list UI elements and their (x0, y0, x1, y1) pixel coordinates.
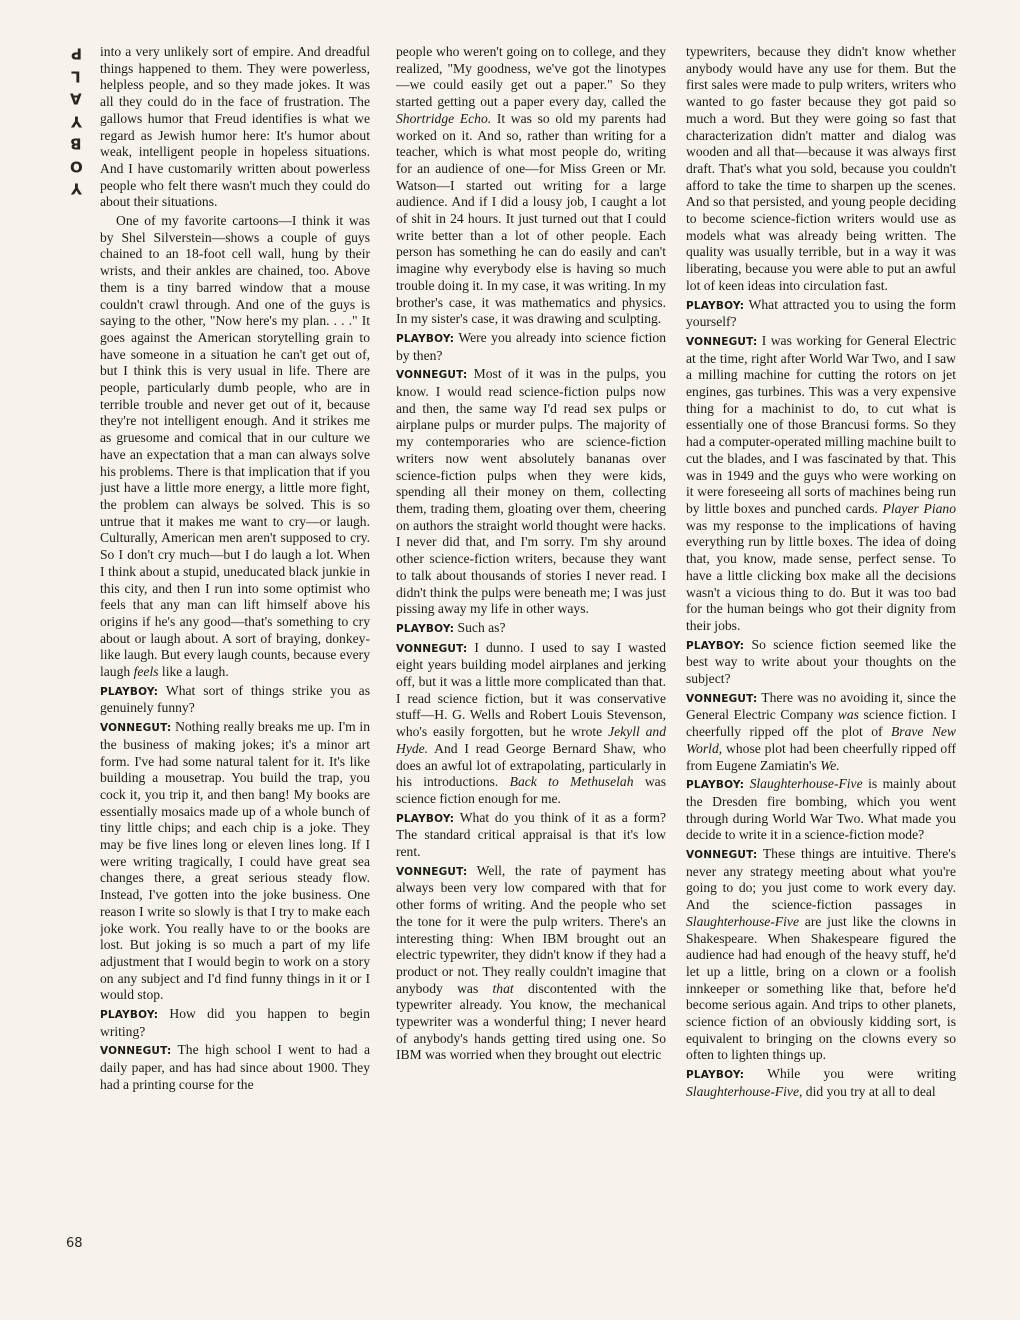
playboy-masthead (62, 42, 90, 200)
paragraph-text: are just like the clowns in Shakespeare. When Shakespeare figured the audience had had enough of the heavy stuff, he'd let up a little, bring on a clown or a foolish innkeeper or something like that, before he'd become serious again. And trips to other planets, science fiction of an obviously kidding sort, is equivalent to bringing on the clowns every so often to lighten things up. (686, 913, 956, 1063)
paragraph (396, 330, 666, 364)
paragraph (686, 333, 956, 635)
italic-title: Back to Methuselah (509, 774, 634, 790)
paragraph (396, 640, 666, 808)
masthead-letter: A (70, 89, 82, 108)
paragraph-text: was my response to the implications of having everything run by little boxes. The idea of doing that, you know, made sense, perfect sense. To have a little clicking box make all the decisions wasn't a vicious thing to do. But it was too bad for the human beings who got their dignity from their jobs. (686, 517, 956, 633)
paragraph (686, 776, 956, 844)
paragraph-text: There was no avoiding it, since the General Electric Company (686, 689, 956, 723)
speaker-label: VONNEGUT: (100, 1045, 172, 1058)
masthead-letter: O (69, 157, 83, 175)
masthead-letter: Y (70, 112, 82, 130)
paragraph (396, 620, 666, 638)
paragraph-text: into a very unlikely sort of empire. And dreadful things happened to them. They were powerless, helpless people, and so they made jokes. It was all they could do in the face of frustration. The gallows humor that Freud identifies is what we regard as Jewish humor here: It's humor about weak, intelligent people in hopeless situations. And I have customarily written about powerless people who felt there wasn't much they could do about their situations. (100, 44, 370, 210)
speaker-label: VONNEGUT: (396, 642, 468, 655)
italic-title: Shortridge Echo. (396, 110, 492, 126)
paragraph-text: typewriters, because they didn't know whether anybody would have any use for them. But the first sales were made to pulp writers, writers who wanted to go faster because they got paid so much a word. But they were going so fast that characterization didn't matter and dialog was wooden and all that—because it was always first draft. That's what you sold, because you couldn't afford to take the time to sharpen up the scenes. And so that persisted, and young people deciding to become science-fiction writers would use as models what was already being written. The quality was usually terrible, but in a way it was liberating, because you were able to put an awful lot of keen ideas into circulation fast. (686, 44, 956, 293)
italic-title: Slaughterhouse-Five (749, 776, 863, 792)
italic-title: Player Piano (882, 500, 956, 516)
paragraph-text: people who weren't going on to college, and they realized, "My goodness, we've got the linotypes—we could easily get out a paper." So they started getting out a paper every day, called the (396, 44, 666, 110)
masthead-letter: L (71, 67, 81, 85)
italic-title: Jekyll and Hyde. (396, 724, 666, 756)
speaker-label: PLAYBOY: (396, 622, 455, 635)
italic-title: Brave New World, (686, 724, 956, 756)
speaker-label: PLAYBOY: (686, 779, 745, 792)
paragraph (396, 863, 666, 1064)
paragraph-text: These things are intuitive. There's never any strategy meeting about what you're going to do; you just come to work every day. And the science-fiction passages in (686, 846, 956, 913)
paragraph (100, 44, 370, 211)
paragraph-text: What attracted you to using the form yourself? (686, 296, 956, 330)
paragraph-text: Well, the rate of payment has always been very low compared with that for other forms of writing. And the people who set the tone for it were the pulp writers. There's an interesting thing: When IBM brought out an electric typewriter, they didn't know if they had a product or not. They really couldn't imagine that anybody was (396, 862, 666, 996)
column-2 (396, 44, 666, 1270)
speaker-label: PLAYBOY: (686, 299, 745, 312)
italic-title: was (837, 707, 859, 723)
paragraph-text: How did you happen to begin writing? (100, 1006, 370, 1039)
paragraph-text: What sort of things strike you as genuinely funny? (100, 682, 370, 716)
masthead-letter: Y (70, 179, 82, 198)
italic-title: that (492, 980, 514, 996)
speaker-label: PLAYBOY: (686, 1069, 745, 1082)
speaker-label: PLAYBOY: (686, 639, 745, 652)
speaker-label: VONNEGUT: (100, 722, 172, 735)
paragraph-text: discontented with the typewriter already. You know, the mechanical typewriter was a wonderful thing; I never heard of anybody's hands getting tired using one. So IBM was worried when they brought out electric (396, 980, 666, 1063)
speaker-label: PLAYBOY: (100, 1009, 159, 1022)
speaker-label: PLAYBOY: (396, 332, 455, 345)
paragraph (100, 1006, 370, 1040)
paragraph-text: science fiction. I cheerfully ripped off the plot of (686, 707, 956, 740)
paragraph (686, 44, 956, 295)
paragraph-text: Nothing really breaks me up. I'm in the business of making jokes; it's a minor art form. I've had some natural talent for it. It's like building a mousetrap. You build the trap, you cock it, you trip it, and then bang! My books are essentially mosaics made up of a whole bunch of tiny little chips; and each chip is a joke. They may be five lines long or eleven lines long. If I were writing tragically, I could have great sea changes there, a great serious steady flow. Instead, I've gotten into the joke business. One reason I write so slowly is that I try to make each joke work. You really have to or the books are lost. But joking is so much a part of my life adjustment that I would begin to work on a story on any subject and I'd find funny things in it or I would stop. (100, 719, 370, 1003)
italic-title: Slaughterhouse-Five (686, 913, 800, 929)
italic-title: Slaughterhouse-Five, (686, 1083, 803, 1099)
paragraph (396, 366, 666, 618)
paragraph (686, 297, 956, 331)
paragraph-text: One of my favorite cartoons—I think it was by Shel Silverstein—shows a couple of guys chained to an 18-foot cell wall, hung by their wrists, and their ankles are chained, too. Above them is a tiny barred window that a mouse couldn't crawl through. And one of the guys is saying to the other, "Now here's my plan. . . ." It goes against the American storytelling grain to have someone in a situation he can't get out of, but I think this is very usual in life. There are people, particularly dumb people, who are in terrible trouble and never get out of it, because they're not intelligent enough. And it strikes me as gruesome and comical that in our culture we have an expectation that a man can always solve his problems. There is that implication that if you just have a little more energy, a little more fight, the problem can always be solved. This is so untrue that it makes me want to cry—or laugh. Culturally, American men aren't supposed to cry. So I don't cry much—but I do laugh a lot. When I think about a stupid, uneducated black junkie in this city, and then I run into some optimist who feels that any man can lift himself above his origins if he's any good—that's something to cry about or laugh about. A sort of braying, donkey-like laugh. But every laugh counts, because every laugh (100, 213, 370, 680)
paragraph-text: like a laugh. (158, 664, 229, 680)
paragraph-text: is mainly about the Dresden fire bombing, which you went through during World War Two. What made you decide to write it in a science-fiction mode? (686, 776, 956, 843)
paragraph-text: While you were writing (744, 1066, 956, 1082)
paragraph (100, 213, 370, 681)
paragraph-text: I dunno. I used to say I wasted eight years building model airplanes and jerking off, but it was a little more complicated than that. I read science fiction, but it was conservative stuff—H. G. Wells and Robert Louis Stevenson, who's easily forgotten, but he wrote (396, 639, 666, 740)
paragraph (686, 1066, 956, 1100)
paragraph-text: What do you think of it as a form? The standard critical appraisal is that it's low rent. (396, 809, 666, 860)
speaker-label: PLAYBOY: (396, 812, 455, 825)
paragraph-text: It was so old my parents had worked on it. And so, rather than writing for a teacher, which is what most people do, writing for an audience of one—for Miss Green or Mr. Watson—I started out writing for a large audience. And if I did a lousy job, I caught a lot of shit in 24 hours. It just turned out that I could write better than a lot of other people. Each person has something he can do easily and can't imagine why everybody else is having so much trouble doing it. In my case, it was writing. In my brother's case, it was mathematics and physics. In my sister's case, it was drawing and sculpting. (396, 110, 666, 327)
speaker-label: VONNEGUT: (686, 692, 758, 705)
paragraph-text: was science fiction enough for me. (396, 774, 666, 806)
speaker-label: VONNEGUT: (686, 335, 758, 348)
paragraph (396, 44, 666, 328)
paragraph-text: Such as? (454, 619, 506, 635)
paragraph-text: Were you already into science fiction by then? (396, 329, 666, 363)
speaker-label: PLAYBOY: (100, 685, 159, 698)
paragraph (396, 810, 666, 861)
masthead-letter: P (70, 44, 82, 63)
column-1 (100, 44, 370, 1270)
masthead-letter: B (70, 134, 82, 153)
paragraph (100, 1042, 370, 1093)
column-3 (686, 44, 956, 1270)
paragraph-text: Most of it was in the pulps, you know. I would read science-fiction pulps now and then, the same way I'd read sex pulps or airplane pulps or murder pulps. The majority of my contemporaries who are science-fiction writers now went absolutely bananas over science-fiction pulps when they were kids, spending all their money on them, collecting them, trading them, gloating over them, cheering on authors the straight world thought were hacks. I never did that, and I'm sorry. I'm shy around other science-fiction writers, because they want to talk about thousands of stories I never read. I didn't think the pulps were beneath me; I was just pissing away my life in other ways. (396, 366, 666, 617)
paragraph (100, 683, 370, 717)
paragraph-text: whose plot had been cheerfully ripped off from Eugene Zamiatin's (686, 740, 956, 773)
paragraph (686, 846, 956, 1064)
paragraph (686, 690, 956, 775)
paragraph-text: The high school I went to had a daily paper, and has had since about 1900. They had a printing course for the (100, 1042, 370, 1092)
speaker-label: VONNEGUT: (396, 865, 468, 878)
paragraph-text: And I read George Bernard Shaw, who does an awful lot of extrapolating, particularly in his introductions. (396, 740, 666, 790)
page-number: 68 (66, 1236, 83, 1251)
paragraph (100, 719, 370, 1004)
paragraph-text: I was working for General Electric at the time, right after World War Two, and I saw a milling machine for cutting the rotors on jet engines, gas turbines. This was a very expensive thing for a machinist to do, to cut what is essentially one of those Brancusi forms. So they had a computer-operated milling machine built to cut the blades, and I was fascinated by that. This was in 1949 and the guys who were working on it were foreseeing all sorts of machines being run by little boxes and punched cards. (686, 332, 956, 516)
paragraph (686, 637, 956, 688)
paragraph-text: did you try at all to deal (802, 1083, 936, 1099)
speaker-label: VONNEGUT: (686, 849, 758, 862)
paragraph-text: So science fiction seemed like the best way to write about your thoughts on the subject? (686, 636, 956, 687)
italic-title: feels (133, 664, 159, 680)
italic-title: We. (820, 757, 840, 773)
speaker-label: VONNEGUT: (396, 369, 468, 382)
